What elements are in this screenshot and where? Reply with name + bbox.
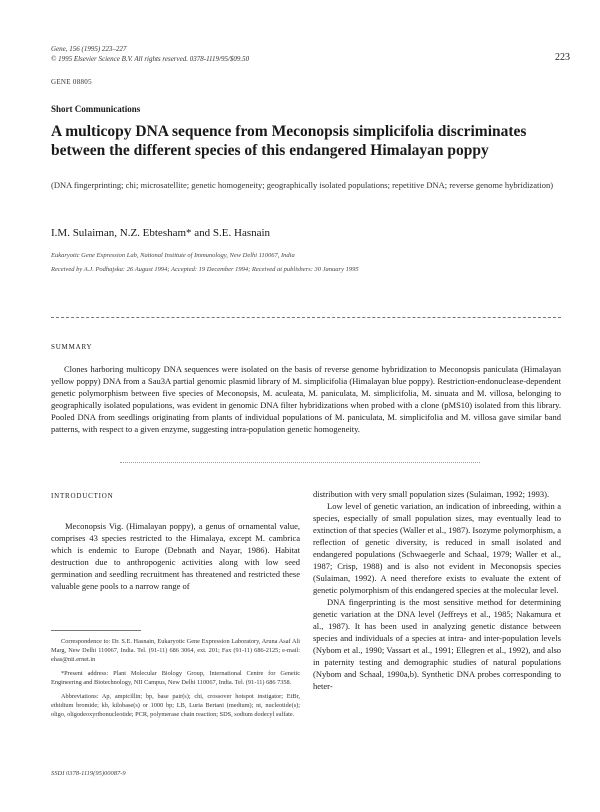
page-number: 223: [555, 52, 570, 63]
intro-paragraph-continued: distribution with very small population sizes (Sulaiman, 1992; 1993).: [313, 489, 550, 499]
correspondence-footnote: Correspondence to: Dr. S.E. Hasnain, Eukaryotic Gene Expression Laboratory, Aruna Asaf Ali Marg, New Delhi 110067, India. Tel. (91-11) 686 3064, ext. 201; Fax (91-11) 686-2125; e-mail: ehas@nii.ernet.in: [51, 638, 300, 663]
issn-footer: SSDI 0378-1119(95)00087-9: [51, 770, 126, 777]
journal-line-2: © 1995 Elsevier Science B.V. All rights reserved. 0378-1119/95/$09.50: [51, 55, 250, 63]
summary-heading: SUMMARY: [51, 343, 93, 351]
footnote-rule: [51, 630, 141, 631]
summary-divider: [120, 462, 480, 463]
footnotes: [51, 630, 300, 724]
affiliation: Eukaryotic Gene Expression Lab, National Institute of Immunology, New Delhi 110067, India: [51, 252, 295, 259]
journal-line-1: Gene, 156 (1995) 223–227: [51, 45, 127, 53]
left-column: [51, 490, 300, 592]
introduction-heading: INTRODUCTION: [51, 492, 114, 500]
article-title: A multicopy DNA sequence from Meconopsis simplicifolia discriminates between the different species of this endangered Himalayan poppy: [51, 123, 527, 159]
abbreviations-footnote: Abbreviations: Ap, ampicillin; bp, base pair(s); chi, crossover hotspot instigator; EtBr, ethidium bromide; kb, kilobase(s) or 1000 bp; LB, Luria Bertani (medium); nt, nucleotide(s); oligo, oligodeoxyribonucleotide; PCR, polymerase chain reaction; SDS, sodium dodecyl sulfate.: [51, 693, 300, 718]
authors: I.M. Sulaiman, N.Z. Ebtesham* and S.E. Hasnain: [51, 227, 271, 239]
section-divider: [51, 317, 561, 318]
gene-code: GENE 08805: [51, 78, 92, 86]
keywords: (DNA fingerprinting; chi; microsatellite; genetic homogeneity; geographically isolated populations; repetitive DNA; reverse genome hybridization): [51, 180, 554, 190]
section-type: Short Communications: [51, 104, 141, 114]
right-column: [313, 488, 561, 692]
summary-text: Clones harboring multicopy DNA sequences were isolated on the basis of reverse genome hybridization to Meconopsis paniculata (Himalayan yellow poppy) DNA from a Sau3A partial genomic plasmid library of M. simplicifolia (Himalayan blue poppy). Restriction-endonuclease-dependent genetic polymorphism between five species of Meconopsis, M. aculeata, M. paniculata, M. simplicifolia, M. sinuata and M. villosa, belonging to geographically isolated populations, was evident in genomic DNA filter hybridizations when probed with a clone (pMS10) isolated from this library. Pooled DNA from seedlings originating from plants of individual populations of M. paniculata, M. simplicifolia and M. villosa gave similar band patterns, with respect to a given enzyme, suggesting intra-population genetic homogeneity.: [51, 364, 561, 434]
intro-paragraph-2: Low level of genetic variation, an indication of inbreeding, within a species, especially of small population sizes, may eventually lead to extinction of that species (Waller et al., 1987). Isozyme polymorphism, a reflection of genetic diversity, is reduced in small isolated and endangered populations (Schwaegerle and Schaal, 1979; Waller et al., 1987; Crisp, 1988) and is also not evident in Meconopsis species (Sulaiman, 1992). A need therefore exists to evaluate the extent of genetic polymorphism of this endangered species at the molecular level.: [313, 501, 561, 595]
present-address-footnote: *Present address: Plant Molecular Biology Group, International Centre for Genetic Engineering and Biotechnology, NII Campus, New Delhi 110067, India. Tel. (91-11) 686 7358.: [51, 670, 300, 686]
journal-citation: [51, 44, 249, 64]
intro-paragraph-1: Meconopsis Vig. (Himalayan poppy), a genus of ornamental value, comprises 43 species restricted to the Himalaya, except M. cambrica which is endemic to Europe (Debnath and Nayar, 1986). Habitat destruction due to anthropogenic activities along with low seed germination and seedling recruitment has threatened and restricted these valuable gene pools to a narrow range of: [51, 521, 300, 591]
intro-paragraph-3: DNA fingerprinting is the most sensitive method for determining genetic variation at the DNA level (Jeffreys et al., 1985; Nakamura et al., 1987). It has been used in analyzing genetic distance between species and individuals of a species at intra- and inter-population levels (Nybom et al., 1990; Vassart et al., 1991; Ellegren et al., 1992), and also in paternity testing and demographic studies of natural populations (Nybom and Schaal, 1990a,b). Synthetic DNA probes corresponding to heter-: [313, 597, 561, 691]
received-dates: Received by A.J. Podhajska: 26 August 1994; Accepted: 19 December 1994; Received at publishers: 30 January 1995: [51, 266, 359, 273]
